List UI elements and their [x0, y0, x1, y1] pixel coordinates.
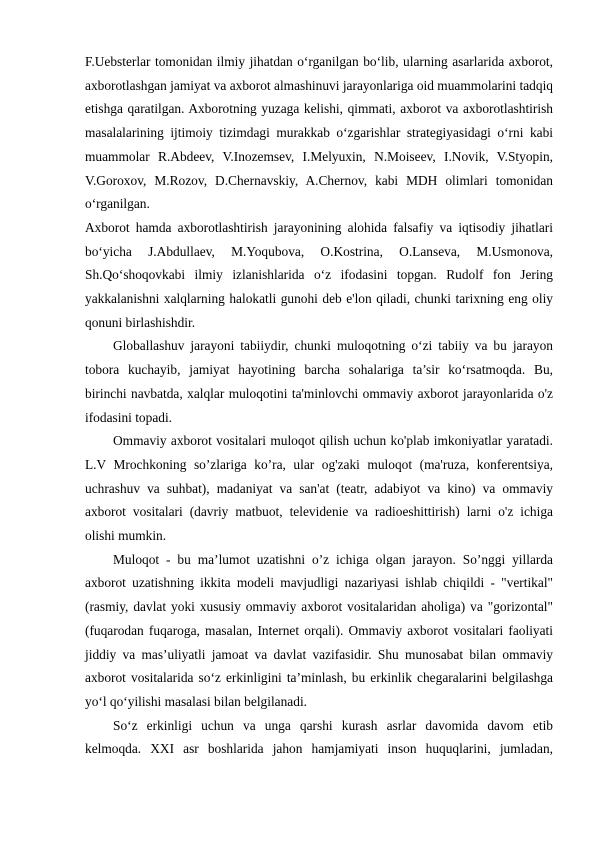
paragraph-1: F.Uebsterlar tomonidan ilmiy jihatdan o‘rganilgan bo‘lib, ularning asarlarida axborot, axborotlashgan jamiyat va axborot almashinuvi jarayonlariga oid muammolarini tadqiq etishga qaratilgan. Axborotning yuzaga kelishi, qimmati, axborot va axborotlashtirish masalalarining ijtimoiy tizimdagi murakkab o‘zgarishlar strategiyasidagi o‘rni kabi muammolar R.Abdeev, V.Inozemsev, I.Melyuxin, N.Moiseev, I.Novik, V.Styopin, V.Goroxov, M.Rozov, D.Chernavskiy, A.Chernov, kabi MDH olimlari tomonidan o‘rganilgan.	[85, 54, 553, 212]
paragraph-4: Ommaviy axborot vositalari muloqot qilish uchun ko'plab imkoniyatlar yaratadi. L.V Mrochkoning so’zlariga ko’ra, ular og'zaki muloqot (ma'ruza, konferentsiya, uchrashuv va suhbat), madaniyat va san'at (teatr, adabiyot va kino) va ommaviy axborot vositalari (davriy matbuot, televidenie va radioeshittirish) larni o'z ichiga olishi mumkin.	[85, 433, 553, 544]
paragraph-5: Muloqot - bu ma’lumot uzatishni o’z ichiga olgan jarayon. So’nggi yillarda axborot uzatishning ikkita modeli mavjudligi nazariyasi ishlab chiqildi - "vertikal" (rasmiy, davlat yoki xususiy ommaviy axborot vositalaridan aholiga) va "gorizontal" (fuqarodan fuqaroga, masalan, Internet orqali). Ommaviy axborot vositalari faoliyati jiddiy va mas’uliyatli jamoat va davlat vazifasidir. Shu munosabat bilan ommaviy axborot vositalarida so‘z erkinligini ta’minlash, bu erkinlik chegaralarini belgilashga yo‘l qo‘yilishi masalasi bilan belgilanadi.	[85, 551, 553, 709]
paragraph-3: Globallashuv jarayoni tabiiydir, chunki muloqotning o‘zi tabiiy va bu jarayon tobora kuchayib, jamiyat hayotining barcha sohalariga ta’sir ko‘rsatmoqda. Bu, birinchi navbatda, xalqlar muloqotini ta'minlovchi ommaviy axborot jarayonlarida o'z ifodasini topadi.	[85, 338, 553, 425]
body-text	[85, 50, 553, 761]
paragraph-2: Axborot hamda axborotlashtirish jarayonining alohida falsafiy va iqtisodiy jihatlari bo‘yicha J.Abdullaev, M.Yoqubova, O.Kostrina, O.Lanseva, M.Usmonova, Sh.Qo‘shoqovkabi ilmiy izlanishlarida o‘z ifodasini topgan. Rudolf fon Jering yakkalanishni xalqlarning halokatli gunohi deb e'lon qiladi, chunki tarixning eng oliy qonuni birlashishdir.	[85, 219, 553, 330]
paragraph-6: So‘z erkinligi uchun va unga qarshi kurash asrlar davomida davom etib kelmoqda. XXI asr boshlarida jahon hamjamiyati inson huquqlarini, jumladan,	[85, 717, 553, 757]
